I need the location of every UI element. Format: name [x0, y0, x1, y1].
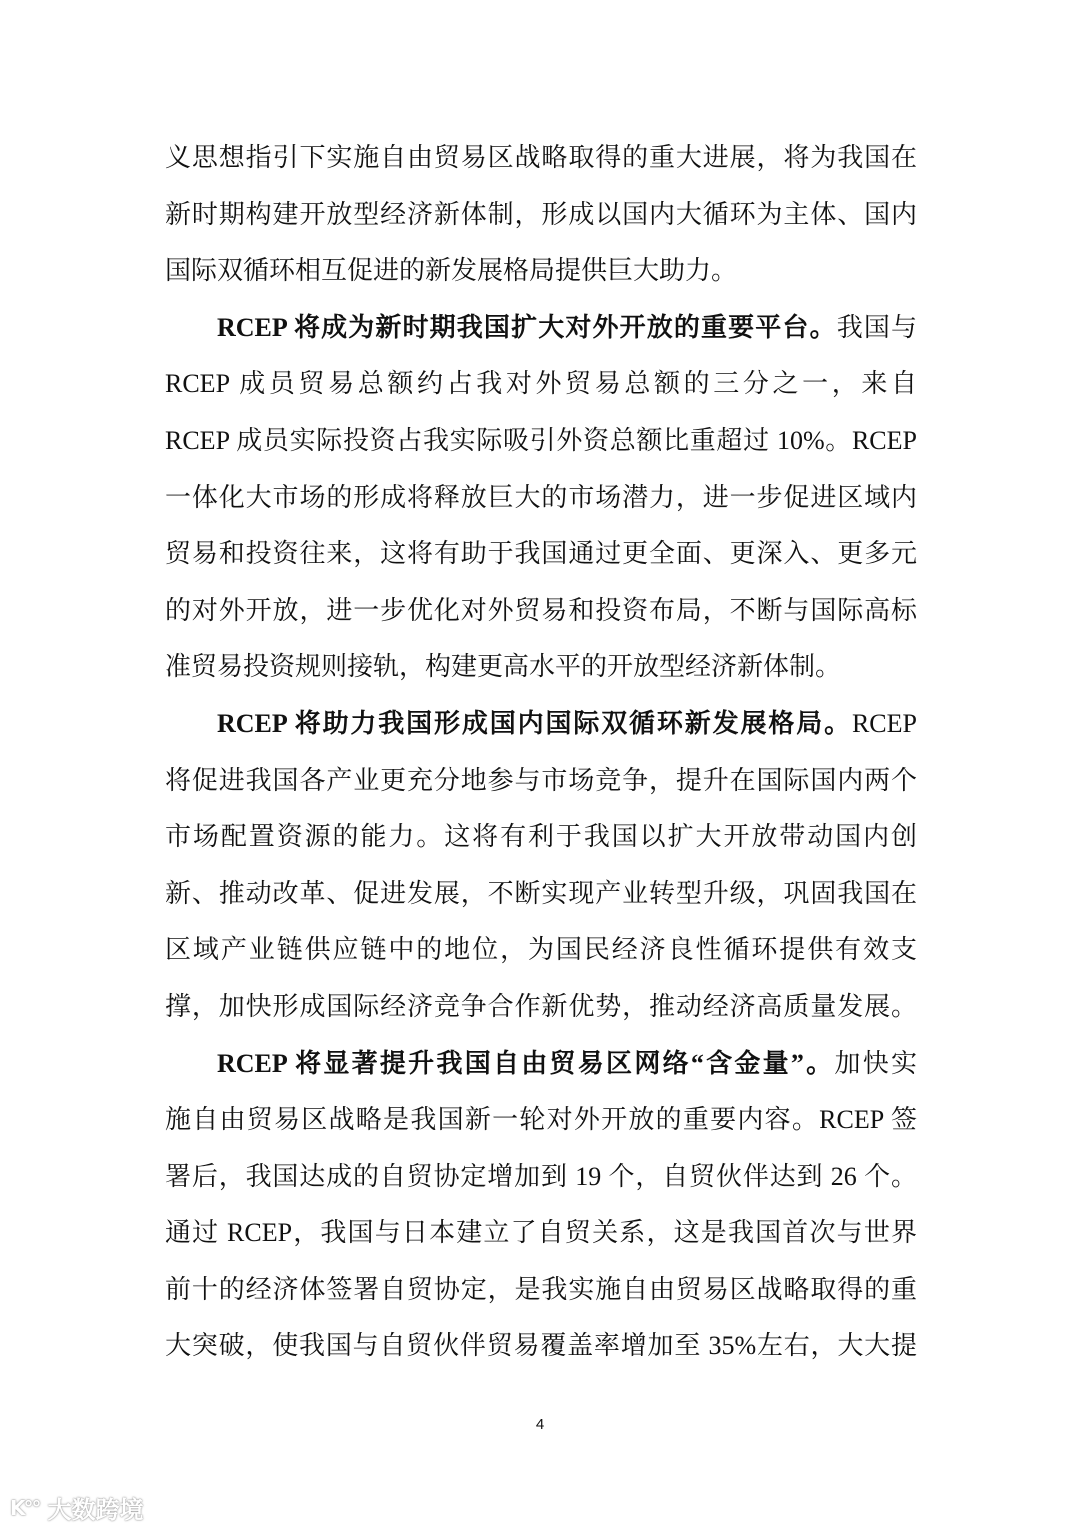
watermark-text: 大数跨境: [47, 1496, 144, 1524]
line-text: 一体化大市场的形成将释放巨大的市场潜力，进一步促进区域内: [165, 482, 917, 512]
line-text: 国际双循环相互促进的新发展格局提供巨大助力。: [165, 256, 738, 286]
page-number: 4: [535, 1416, 545, 1433]
line-text: 新、推动改革、促进发展，不断实现产业转型升级，巩固我国在: [165, 878, 917, 908]
text-line: [165, 979, 917, 1036]
text-line: [165, 809, 917, 866]
line-text: 我国与: [836, 312, 917, 342]
text-line: [165, 696, 917, 753]
text-line: [165, 1262, 917, 1319]
text-line: [165, 356, 917, 413]
text-line: [165, 1092, 917, 1149]
text-line: [165, 639, 917, 696]
text-line: [165, 866, 917, 923]
line-text: 前十的经济体签署自贸协定，是我实施自由贸易区战略取得的重: [165, 1274, 917, 1304]
line-text: 区域产业链供应链中的地位，为国民经济良性循环提供有效支: [165, 935, 917, 965]
text-line: [165, 413, 917, 470]
line-text: 的对外开放，进一步优化对外贸易和投资布局，不断与国际高标: [165, 595, 917, 625]
line-text: RCEP 成员贸易总额约占我对外贸易总额的三分之一，来自: [165, 369, 917, 399]
line-text: 施自由贸易区战略是我国新一轮对外开放的重要内容。RCEP 签: [165, 1105, 917, 1135]
line-text: 新时期构建开放型经济新体制，形成以国内大循环为主体、国内: [165, 199, 917, 229]
line-text: 加快实: [834, 1048, 917, 1078]
watermark-logo-icon: K°°: [10, 1495, 40, 1520]
text-line: [165, 130, 917, 187]
line-text: 大突破，使我国与自贸伙伴贸易覆盖率增加至 35%左右，大大提: [165, 1331, 917, 1361]
line-text: 义思想指引下实施自由贸易区战略取得的重大进展，将为我国在: [165, 143, 917, 172]
paragraph-lead-heading: RCEP 将显著提升我国自由贸易区网络“含金量”。: [217, 1048, 835, 1078]
line-text: RCEP 成员实际投资占我实际吸引外资总额比重超过 10%。RCEP: [165, 425, 917, 455]
text-line: [165, 922, 917, 979]
text-line: [165, 470, 917, 527]
text-line: [165, 300, 917, 357]
text-line: [165, 753, 917, 810]
paragraph-lead-heading: RCEP 将成为新时期我国扩大对外开放的重要平台。: [217, 312, 837, 342]
text-line: [165, 1318, 917, 1375]
paragraph: [165, 696, 917, 1036]
paragraph: [165, 300, 917, 696]
line-text: 通过 RCEP，我国与日本建立了自贸关系，这是我国首次与世界: [165, 1218, 917, 1248]
line-text: 贸易和投资往来，这将有助于我国通过更全面、更深入、更多元: [165, 539, 917, 569]
line-text: 署后，我国达成的自贸协定增加到 19 个，自贸伙伴达到 26 个。: [165, 1161, 917, 1191]
text-line: [165, 583, 917, 640]
line-text: 将促进我国各产业更充分地参与市场竞争，提升在国际国内两个: [165, 765, 917, 795]
document-body: [165, 130, 917, 1375]
line-text: 撑，加快形成国际经济竞争合作新优势，推动经济高质量发展。: [165, 991, 917, 1021]
text-line: [165, 1205, 917, 1262]
text-line: [165, 187, 917, 244]
paragraph: [165, 130, 917, 300]
line-text: RCEP: [851, 708, 917, 738]
line-text: 市场配置资源的能力。这将有利于我国以扩大开放带动国内创: [165, 822, 917, 852]
text-line: [165, 1036, 917, 1093]
text-line: [165, 1149, 917, 1206]
watermark: [10, 1490, 144, 1525]
line-text: 准贸易投资规则接轨，构建更高水平的开放型经济新体制。: [165, 652, 842, 682]
paragraph-lead-heading: RCEP 将助力我国形成国内国际双循环新发展格局。: [217, 708, 852, 738]
text-line: [165, 526, 917, 583]
text-line: [165, 243, 917, 300]
paragraph: [165, 1036, 917, 1376]
